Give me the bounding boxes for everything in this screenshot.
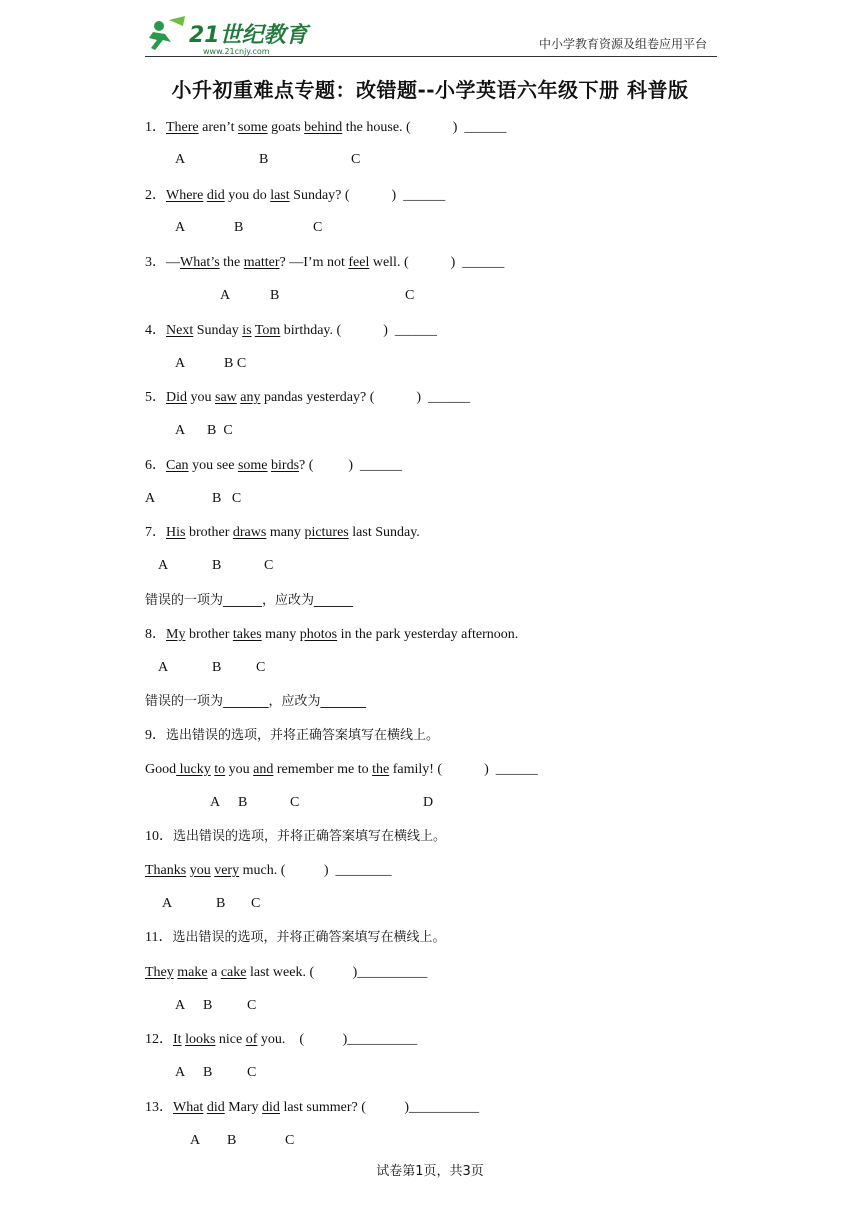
question-sentence — [145, 761, 538, 779]
option-letter: B — [203, 998, 213, 1013]
underlined-option-word: They — [145, 965, 174, 980]
sentence-text: a — [207, 965, 221, 980]
question-number: 6． — [145, 458, 166, 473]
underlined-option-word: some — [238, 120, 268, 135]
option-letter: B — [227, 1133, 237, 1148]
underlined-option-word: matter — [243, 255, 280, 270]
site-logo — [145, 12, 315, 56]
question-sentence — [145, 524, 420, 542]
question-number: 4． — [145, 323, 166, 338]
option-letter: B — [238, 795, 248, 810]
question-sentence — [145, 1031, 417, 1049]
sentence-text: aren’t — [198, 120, 239, 135]
sentence-text: remember me to — [273, 762, 373, 777]
option-letter: B — [203, 1065, 213, 1080]
sentence-text: many — [266, 525, 305, 540]
sentence-text: Good — [145, 762, 177, 777]
option-letter: B — [212, 558, 222, 573]
sentence-text: you do — [224, 188, 271, 203]
option-letter: C — [405, 288, 415, 303]
underlined-option-word: is — [242, 323, 252, 338]
option-letter: B C — [224, 356, 247, 371]
underlined-option-word: behind — [304, 120, 343, 135]
underlined-option-word: some — [237, 458, 268, 473]
question-number: 7． — [145, 525, 166, 540]
underlined-option-word: you — [189, 863, 211, 878]
underlined-option-word: Tom — [254, 323, 281, 338]
underlined-option-word: Next — [166, 323, 194, 338]
sentence-text: last Sunday. — [348, 525, 420, 540]
sentence-text: last week. ( )__________ — [246, 965, 428, 980]
question-instruction — [145, 727, 439, 745]
sentence-text: you. ( )__________ — [257, 1032, 418, 1047]
underlined-option-word: any — [240, 390, 261, 405]
question-sentence — [145, 119, 506, 137]
question-instruction — [145, 929, 446, 947]
underlined-option-word: saw — [215, 390, 237, 405]
instruction-text: 选出错误的选项，并将正确答案填写在横线上。 — [172, 930, 446, 945]
option-letter: A — [175, 152, 186, 167]
underlined-option-word: It — [173, 1032, 182, 1047]
page-footer: 试卷第1页，共3页 — [376, 1164, 484, 1179]
sentence-text: pandas yesterday? ( ) ______ — [260, 390, 471, 405]
option-letter: A — [175, 356, 186, 371]
sentence-text: Sunday — [193, 323, 243, 338]
underlined-option-word: the — [372, 762, 390, 777]
underlined-option-word: draws — [232, 525, 267, 540]
option-letter: D — [423, 795, 434, 810]
option-letter: A — [175, 998, 186, 1013]
underlined-option-word: photos — [299, 627, 338, 642]
underlined-option-word: cake — [220, 965, 247, 980]
sentence-text: many — [261, 627, 300, 642]
question-sentence — [145, 389, 470, 407]
option-letter: A — [175, 423, 186, 438]
question-number: 9． — [145, 728, 166, 743]
underlined-option-word: did — [206, 188, 225, 203]
underlined-option-word: What’s — [180, 255, 220, 270]
option-letter: A — [175, 220, 186, 235]
option-letter: A — [145, 491, 156, 506]
sentence-text: you — [225, 762, 254, 777]
instruction-text: 选出错误的选项，并将正确答案填写在横线上。 — [173, 829, 447, 844]
option-letter: A — [162, 896, 173, 911]
underlined-option-word: Did — [166, 390, 187, 405]
underlined-option-word: There — [166, 120, 199, 135]
option-letter: B — [212, 660, 222, 675]
logo-url: www.21cnjy.com — [203, 47, 270, 56]
underlined-option-word: Can — [166, 458, 189, 473]
runner-logo-icon — [145, 12, 315, 56]
question-number: 3． — [145, 255, 166, 270]
question-sentence — [145, 322, 437, 340]
option-letter: C — [256, 660, 266, 675]
sentence-text: the — [219, 255, 244, 270]
underlined-option-word: lucky — [176, 762, 211, 777]
page-title: 小升初重难点专题：改错题--小学英语六年级下册 科普版 — [171, 78, 689, 102]
question-instruction — [145, 828, 446, 846]
underlined-option-word: last — [270, 188, 290, 203]
option-letter: B — [216, 896, 226, 911]
option-letter: C — [285, 1133, 295, 1148]
sentence-text: birthday. ( ) ______ — [280, 323, 437, 338]
option-letter: A — [158, 660, 169, 675]
question-sentence — [145, 964, 427, 982]
question-number: 2． — [145, 188, 166, 203]
underlined-option-word: did — [206, 1100, 225, 1115]
question-number: 1． — [145, 120, 166, 135]
sentence-text: you — [187, 390, 215, 405]
sentence-text: last summer? ( )__________ — [279, 1100, 480, 1115]
option-letter: B — [270, 288, 280, 303]
option-letter: A — [210, 795, 221, 810]
question-number: 11． — [145, 930, 173, 945]
sentence-text: goats — [267, 120, 305, 135]
question-sentence — [145, 862, 392, 880]
underlined-option-word: did — [262, 1100, 280, 1115]
instruction-text: 选出错误的选项，并将正确答案填写在横线上。 — [166, 728, 440, 743]
underlined-option-word: Where — [166, 188, 204, 203]
sentence-text: nice — [215, 1032, 246, 1047]
sentence-text: well. ( ) ______ — [369, 255, 505, 270]
option-letter: C — [290, 795, 300, 810]
option-letter: C — [247, 998, 257, 1013]
sentence-text: you see — [188, 458, 238, 473]
underlined-option-word: My — [166, 627, 186, 642]
sentence-text: brother — [185, 627, 233, 642]
option-letter: A — [175, 1065, 186, 1080]
sentence-text: ? ( ) ______ — [299, 458, 403, 473]
underlined-option-word: and — [253, 762, 274, 777]
question-sentence — [145, 1099, 479, 1117]
underlined-option-word: looks — [185, 1032, 216, 1047]
page-header — [145, 10, 717, 57]
underlined-option-word: of — [245, 1032, 258, 1047]
underlined-option-word: What — [173, 1100, 204, 1115]
sentence-text: family! ( ) ______ — [389, 762, 538, 777]
option-letter: C — [351, 152, 361, 167]
question-sentence — [145, 457, 402, 475]
sentence-text: Mary — [224, 1100, 263, 1115]
sentence-text: brother — [185, 525, 233, 540]
sentence-text: Sunday? ( ) ______ — [289, 188, 446, 203]
question-number: 8． — [145, 627, 166, 642]
sentence-text: ? —I’m not — [279, 255, 349, 270]
question-number: 10． — [145, 829, 173, 844]
option-letter: C — [313, 220, 323, 235]
question-sentence — [145, 187, 445, 205]
underlined-option-word: Thanks — [145, 863, 187, 878]
question-sentence — [145, 626, 518, 644]
underlined-option-word: to — [214, 762, 226, 777]
option-letter: B C — [212, 491, 242, 506]
option-letter: A — [220, 288, 231, 303]
option-letter: A — [190, 1133, 201, 1148]
option-letter: C — [247, 1065, 257, 1080]
option-letter: B C — [207, 423, 233, 438]
question-number: 12． — [145, 1032, 173, 1047]
underlined-option-word: takes — [232, 627, 262, 642]
question-number: 13． — [145, 1100, 173, 1115]
underlined-option-word: feel — [348, 255, 370, 270]
sentence-text: the house. ( ) ______ — [342, 120, 507, 135]
option-letter: B — [234, 220, 244, 235]
sentence-text: in the park yesterday afternoon. — [337, 627, 519, 642]
option-letter: C — [251, 896, 261, 911]
logo-text: 21世纪教育 — [189, 23, 308, 48]
sentence-text: — — [166, 255, 180, 270]
underlined-option-word: birds — [271, 458, 300, 473]
question-sentence — [145, 254, 504, 272]
sentence-text: much. ( ) ________ — [239, 863, 392, 878]
correction-prompt: 错误的一项为______，应改为______ — [145, 593, 354, 608]
question-number: 5． — [145, 390, 166, 405]
option-letter: A — [158, 558, 169, 573]
option-letter: C — [264, 558, 274, 573]
platform-name: 中小学教育资源及组卷应用平台 — [538, 37, 707, 51]
underlined-option-word: make — [177, 965, 208, 980]
underlined-option-word: very — [214, 863, 240, 878]
underlined-option-word: His — [166, 525, 186, 540]
correction-prompt: 错误的一项为_______，应改为_______ — [145, 694, 367, 709]
option-letter: B — [259, 152, 269, 167]
underlined-option-word: pictures — [304, 525, 349, 540]
